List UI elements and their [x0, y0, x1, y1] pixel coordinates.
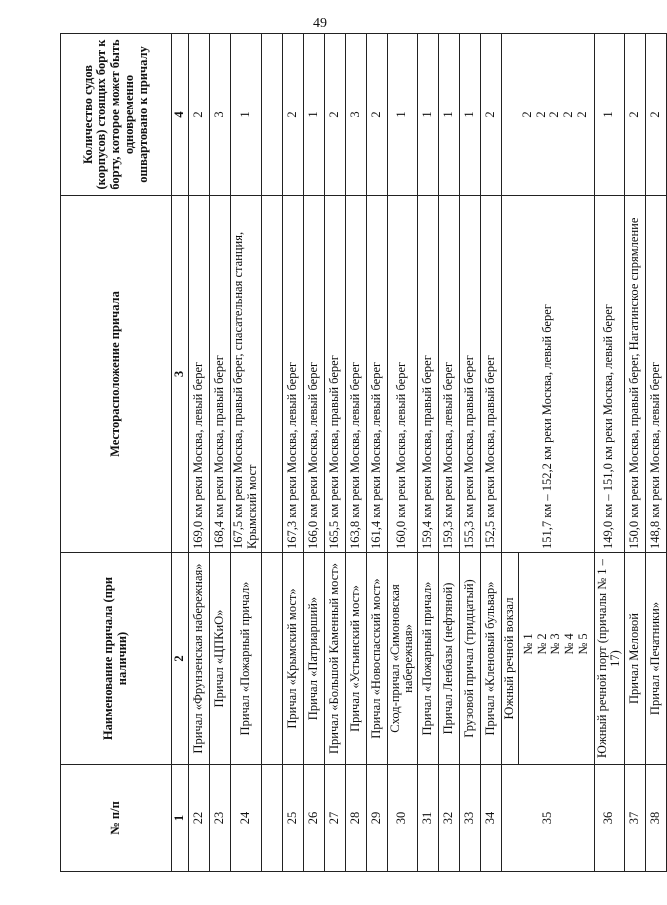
- vessel-count: 1: [231, 34, 262, 196]
- berth-table: [60, 33, 667, 872]
- header-number: № п/п: [61, 765, 172, 872]
- berth-location: 155,3 км реки Москва, правый берег: [460, 196, 481, 553]
- sub-berth-4: № 4: [562, 633, 576, 655]
- vessel-count: 1: [387, 34, 418, 196]
- vessel-count: 2: [547, 111, 562, 118]
- berth-location: 159,3 км реки Москва, левый берег: [439, 196, 460, 553]
- vessel-count: 1: [439, 34, 460, 196]
- table-row: [387, 34, 418, 872]
- row-number: 26: [303, 765, 324, 872]
- berth-name: Южный речной порт (причалы № 1 – 17): [594, 553, 625, 765]
- table-row: [303, 34, 324, 872]
- berth-name: Причал «Новоспасский мост»: [366, 553, 387, 765]
- sub-berth-1: № 1: [520, 633, 535, 655]
- berth-name: Причал Меловой: [625, 553, 646, 765]
- column-number-3: 3: [172, 196, 189, 553]
- row-number: 34: [481, 765, 502, 872]
- sub-berth-3: № 3: [548, 633, 563, 655]
- vessel-count: 3: [345, 34, 366, 196]
- column-number-1: 1: [172, 765, 189, 872]
- rotated-table-container: [60, 39, 663, 872]
- berth-group-title: Южный речной вокзал: [502, 553, 519, 764]
- vessel-count: 2: [324, 34, 345, 196]
- row-number: 24: [231, 765, 262, 872]
- row-number: 29: [366, 765, 387, 872]
- column-number-4: 4: [172, 34, 189, 196]
- vessel-count: 2: [646, 34, 667, 196]
- vessel-count: 2: [574, 111, 589, 118]
- berth-location: 151,7 км – 152,2 км реки Москва, левый берег: [502, 196, 595, 553]
- berth-name: Причал «Крымский мост»: [282, 553, 303, 765]
- column-number-2: 2: [172, 553, 189, 765]
- table-row: [594, 34, 625, 872]
- berth-name: Причал «Большой Каменный мост»: [324, 553, 345, 765]
- blank-cell: [261, 34, 282, 196]
- blank-cell: [261, 196, 282, 553]
- table-row: [460, 34, 481, 872]
- vessel-count: 1: [418, 34, 439, 196]
- sub-berth-2: № 2: [534, 633, 549, 655]
- vessel-count: 2: [366, 34, 387, 196]
- row-number: 38: [646, 765, 667, 872]
- vessel-count: 1: [594, 34, 625, 196]
- header-vessel-count: Количество судов (корпусов) стоящих борт к борту, которое может быть одновременно ошвартовано к причалу: [61, 34, 172, 196]
- table-row: [210, 34, 231, 872]
- berth-location: 166,0 км реки Москва, левый берег: [303, 196, 324, 553]
- row-number: 22: [189, 765, 210, 872]
- sub-berth-5: № 5: [575, 633, 590, 655]
- header-berth-location: Месторасположение причала: [61, 196, 172, 553]
- berth-location: 148,8 км реки Москва, левый берег: [646, 196, 667, 553]
- berth-location: 159,4 км реки Москва, правый берег: [418, 196, 439, 553]
- row-number: 36: [594, 765, 625, 872]
- vessel-count: 1: [460, 34, 481, 196]
- vessel-count: 2: [533, 111, 548, 118]
- berth-name: Грузовой причал (тридцатый): [460, 553, 481, 765]
- row-number: 37: [625, 765, 646, 872]
- vessel-count: 2: [481, 34, 502, 196]
- berth-location: 167,3 км реки Москва, левый берег: [282, 196, 303, 553]
- table-row: [189, 34, 210, 872]
- row-number: 30: [387, 765, 418, 872]
- row-number: 28: [345, 765, 366, 872]
- table-row: [366, 34, 387, 872]
- berth-location: 152,5 км реки Москва, правый берег: [481, 196, 502, 553]
- table-row: [324, 34, 345, 872]
- row-number: 33: [460, 765, 481, 872]
- berth-location: 169,0 км реки Москва, левый берег: [189, 196, 210, 553]
- berth-name: Сход-причал «Симоновская набережная»: [387, 553, 418, 765]
- vessel-count: 2: [519, 111, 534, 118]
- table-row: [418, 34, 439, 872]
- vessel-count: 2: [625, 34, 646, 196]
- table-row: [345, 34, 366, 872]
- row-number: 35: [502, 765, 595, 872]
- row-number: 23: [210, 765, 231, 872]
- table-row: [282, 34, 303, 872]
- vessel-count: 2: [282, 34, 303, 196]
- berth-name: Причал Ленбазы (нефтяной): [439, 553, 460, 765]
- berth-location: 160,0 км реки Москва, левый берег: [387, 196, 418, 553]
- berth-name: Причал «Кленовый бульвар»: [481, 553, 502, 765]
- vessel-count-group: [502, 34, 595, 196]
- blank-cell: [261, 765, 282, 872]
- berth-name: Причал «ЦПКиО»: [210, 553, 231, 765]
- berth-location: 163,8 км реки Москва, левый берег: [345, 196, 366, 553]
- row-number: 27: [324, 765, 345, 872]
- row-number: 25: [282, 765, 303, 872]
- berth-location: 167,5 км реки Москва, правый берег, спасательная станция, Крымский мост: [231, 196, 262, 553]
- table-row: [231, 34, 262, 872]
- berth-location: 161,4 км реки Москва, левый берег: [366, 196, 387, 553]
- page-number: 49: [313, 16, 327, 31]
- vessel-count: 3: [210, 34, 231, 196]
- table-row: [625, 34, 646, 872]
- row-number: 32: [439, 765, 460, 872]
- row-number: 31: [418, 765, 439, 872]
- berth-location: 150,0 км реки Москва, правый берег, Нагатинское спрямление: [625, 196, 646, 553]
- table-row-southern-terminal: [502, 34, 595, 872]
- table-row: [439, 34, 460, 872]
- vessel-count: 2: [561, 111, 576, 118]
- vessel-count: 2: [189, 34, 210, 196]
- berth-name: Причал «Патриарший»: [303, 553, 324, 765]
- table-row: [646, 34, 667, 872]
- berth-name: Причал «Фрунзенская набережная»: [189, 553, 210, 765]
- header-berth-name: Наименование причала (при наличии): [61, 553, 172, 765]
- berth-location: 149,0 км – 151,0 км реки Москва, левый берег: [594, 196, 625, 553]
- berth-name: Причал «Печатники»: [646, 553, 667, 765]
- vessel-count: 1: [303, 34, 324, 196]
- table-row: [481, 34, 502, 872]
- berth-name: Причал «Пожарный причал»: [418, 553, 439, 765]
- berth-name: Причал «Пожарный причал»: [231, 553, 262, 765]
- blank-row: [261, 34, 282, 872]
- berth-location: 168,4 км реки Москва, правый берег: [210, 196, 231, 553]
- blank-cell: [261, 553, 282, 765]
- berth-name-group: [502, 553, 595, 765]
- berth-name: Причал «Устьинский мост»: [345, 553, 366, 765]
- berth-location: 165,5 км реки Москва, правый берег: [324, 196, 345, 553]
